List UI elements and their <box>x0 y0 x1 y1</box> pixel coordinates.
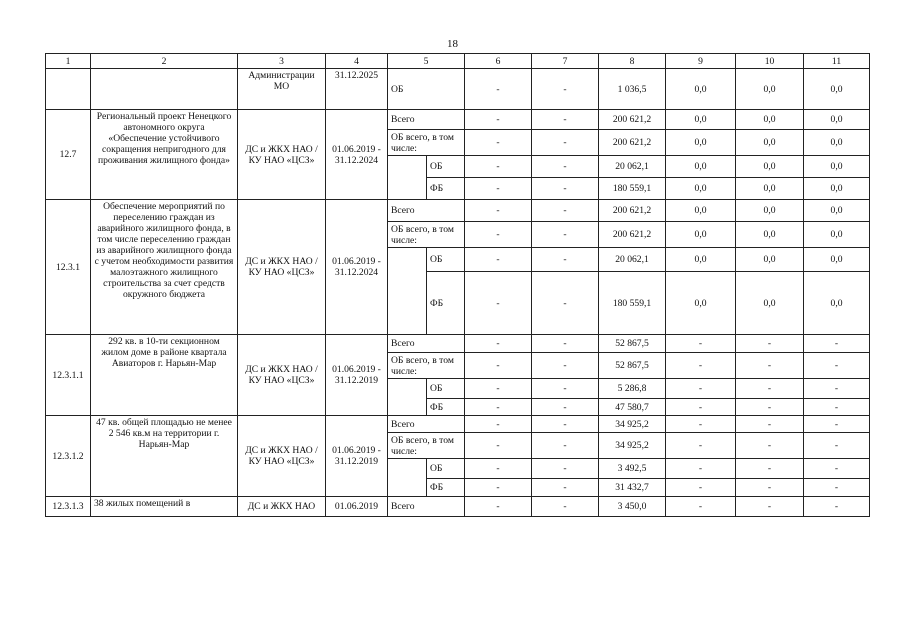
value-cell: - <box>666 433 736 459</box>
value-cell: - <box>532 459 599 479</box>
row-id: 12.3.1.2 <box>46 416 91 497</box>
row-name <box>91 69 238 110</box>
value-cell: 47 580,7 <box>599 399 666 416</box>
row-period: 01.06.2019 <box>326 497 388 517</box>
value-cell: 0,0 <box>666 130 736 156</box>
value-cell: - <box>736 335 804 353</box>
finance-label: ФБ <box>427 479 465 497</box>
table-row <box>46 335 870 353</box>
value-cell: - <box>532 178 599 200</box>
table-row <box>46 497 870 517</box>
value-cell: - <box>804 416 870 433</box>
value-cell: 0,0 <box>666 200 736 222</box>
value-cell: - <box>804 497 870 517</box>
value-cell: 0,0 <box>736 156 804 178</box>
row-period: 01.06.2019 - 31.12.2024 <box>326 110 388 200</box>
value-cell: - <box>736 353 804 379</box>
value-cell: - <box>465 156 532 178</box>
finance-label: ОБ всего, в том числе: <box>388 130 465 156</box>
row-name: 38 жилых помещений в <box>91 497 238 517</box>
row-id <box>46 69 91 110</box>
value-cell: - <box>804 479 870 497</box>
value-cell: 3 492,5 <box>599 459 666 479</box>
spacer-cell <box>388 248 427 335</box>
value-cell: 20 062,1 <box>599 156 666 178</box>
row-name: 47 кв. общей площадью не менее 2 546 кв.м на территории г. Нарьян-Мар <box>91 416 238 497</box>
value-cell: - <box>804 433 870 459</box>
value-cell: 0,0 <box>736 222 804 248</box>
value-cell: - <box>532 497 599 517</box>
finance-label: ОБ всего, в том числе: <box>388 222 465 248</box>
value-cell: 20 062,1 <box>599 248 666 272</box>
finance-label: ФБ <box>427 272 465 335</box>
row-id: 12.3.1.3 <box>46 497 91 517</box>
finance-label: ОБ всего, в том числе: <box>388 353 465 379</box>
finance-label: ОБ <box>427 248 465 272</box>
value-cell: - <box>666 479 736 497</box>
table-row <box>46 69 870 110</box>
row-executor: ДС и ЖКХ НАО / КУ НАО «ЦСЗ» <box>238 200 326 335</box>
value-cell: - <box>465 497 532 517</box>
header-cell: 3 <box>238 54 326 69</box>
value-cell: - <box>804 379 870 399</box>
page-number: 18 <box>447 38 458 50</box>
value-cell: - <box>465 178 532 200</box>
value-cell: 0,0 <box>804 200 870 222</box>
value-cell: 200 621,2 <box>599 200 666 222</box>
value-cell: 0,0 <box>736 272 804 335</box>
value-cell: 180 559,1 <box>599 272 666 335</box>
value-cell: - <box>804 335 870 353</box>
value-cell: - <box>736 497 804 517</box>
finance-label: ФБ <box>427 178 465 200</box>
value-cell: 3 450,0 <box>599 497 666 517</box>
value-cell: - <box>532 379 599 399</box>
table-row <box>46 200 870 222</box>
table-row <box>46 110 870 130</box>
value-cell: - <box>532 335 599 353</box>
value-cell: - <box>736 479 804 497</box>
header-cell: 10 <box>736 54 804 69</box>
finance-label: Всего <box>388 416 465 433</box>
finance-label: Всего <box>388 110 465 130</box>
value-cell: 0,0 <box>666 272 736 335</box>
value-cell: 0,0 <box>666 178 736 200</box>
header-cell: 9 <box>666 54 736 69</box>
value-cell: - <box>532 248 599 272</box>
value-cell: 200 621,2 <box>599 222 666 248</box>
header-cell: 5 <box>388 54 465 69</box>
row-executor: ДС и ЖКХ НАО / КУ НАО «ЦСЗ» <box>238 416 326 497</box>
value-cell: - <box>666 335 736 353</box>
value-cell: - <box>736 416 804 433</box>
header-cell: 8 <box>599 54 666 69</box>
row-period: 31.12.2025 <box>326 69 388 110</box>
value-cell: 0,0 <box>736 69 804 110</box>
value-cell: 0,0 <box>804 272 870 335</box>
value-cell: - <box>465 479 532 497</box>
row-id: 12.7 <box>46 110 91 200</box>
value-cell: - <box>465 399 532 416</box>
value-cell: - <box>465 335 532 353</box>
finance-label: ОБ <box>427 156 465 178</box>
value-cell: - <box>532 479 599 497</box>
finance-label: ОБ <box>388 69 465 110</box>
value-cell: - <box>532 130 599 156</box>
value-cell: - <box>532 69 599 110</box>
header-row <box>46 54 870 69</box>
value-cell: 34 925,2 <box>599 433 666 459</box>
value-cell: - <box>465 433 532 459</box>
value-cell: - <box>532 200 599 222</box>
header-cell: 6 <box>465 54 532 69</box>
value-cell: - <box>465 200 532 222</box>
value-cell: - <box>465 459 532 479</box>
row-executor: ДС и ЖКХ НАО <box>238 497 326 517</box>
value-cell: 0,0 <box>804 69 870 110</box>
finance-label: Всего <box>388 335 465 353</box>
value-cell: - <box>804 353 870 379</box>
value-cell: 0,0 <box>804 110 870 130</box>
spacer-cell <box>388 459 427 497</box>
value-cell: - <box>465 416 532 433</box>
value-cell: - <box>465 248 532 272</box>
value-cell: - <box>465 110 532 130</box>
finance-label: ОБ всего, в том числе: <box>388 433 465 459</box>
value-cell: - <box>465 69 532 110</box>
value-cell: - <box>666 416 736 433</box>
value-cell: 0,0 <box>804 156 870 178</box>
row-executor: ДС и ЖКХ НАО / КУ НАО «ЦСЗ» <box>238 335 326 416</box>
row-name: Региональный проект Ненецкого автономного округа «Обеспечение устойчивого сокращения непригодного для проживания жилищного фонда» <box>91 110 238 200</box>
value-cell: - <box>804 399 870 416</box>
value-cell: 0,0 <box>666 248 736 272</box>
value-cell: - <box>532 222 599 248</box>
value-cell: - <box>532 433 599 459</box>
value-cell: 0,0 <box>666 69 736 110</box>
row-executor: ДС и ЖКХ НАО / КУ НАО «ЦСЗ» <box>238 110 326 200</box>
value-cell: - <box>804 459 870 479</box>
value-cell: 34 925,2 <box>599 416 666 433</box>
value-cell: 0,0 <box>736 200 804 222</box>
finance-label: ОБ <box>427 379 465 399</box>
header-cell: 2 <box>91 54 238 69</box>
value-cell: - <box>532 156 599 178</box>
spacer-cell <box>388 156 427 200</box>
row-period: 01.06.2019 - 31.12.2024 <box>326 200 388 335</box>
row-name: 292 кв. в 10-ти секционном жилом доме в районе квартала Авиаторов г. Нарьян-Мар <box>91 335 238 416</box>
value-cell: 0,0 <box>736 248 804 272</box>
value-cell: 0,0 <box>666 156 736 178</box>
value-cell: - <box>666 353 736 379</box>
value-cell: 0,0 <box>736 178 804 200</box>
spacer-cell <box>388 379 427 416</box>
row-executor: Администрации МО <box>238 69 326 110</box>
row-period: 01.06.2019 - 31.12.2019 <box>326 416 388 497</box>
value-cell: - <box>465 130 532 156</box>
row-id: 12.3.1.1 <box>46 335 91 416</box>
table-row <box>46 416 870 433</box>
value-cell: - <box>666 459 736 479</box>
value-cell: - <box>465 272 532 335</box>
value-cell: 5 286,8 <box>599 379 666 399</box>
value-cell: - <box>666 379 736 399</box>
value-cell: 200 621,2 <box>599 110 666 130</box>
value-cell: - <box>532 416 599 433</box>
value-cell: - <box>666 497 736 517</box>
value-cell: - <box>736 459 804 479</box>
finance-label: ОБ <box>427 459 465 479</box>
row-id: 12.3.1 <box>46 200 91 335</box>
value-cell: - <box>465 222 532 248</box>
value-cell: - <box>532 353 599 379</box>
value-cell: - <box>666 399 736 416</box>
value-cell: 31 432,7 <box>599 479 666 497</box>
value-cell: 52 867,5 <box>599 335 666 353</box>
header-cell: 4 <box>326 54 388 69</box>
value-cell: - <box>532 399 599 416</box>
value-cell: - <box>532 272 599 335</box>
value-cell: 52 867,5 <box>599 353 666 379</box>
value-cell: - <box>532 110 599 130</box>
value-cell: - <box>736 433 804 459</box>
value-cell: 180 559,1 <box>599 178 666 200</box>
value-cell: 0,0 <box>804 130 870 156</box>
value-cell: - <box>736 379 804 399</box>
row-name: Обеспечение мероприятий по переселению граждан из аварийного жилищного фонда, в том числе переселению граждан из аварийного жилищного фонда с учетом необходимости развития малоэтажного жилищного строительства за счет средств окружного бюджета <box>91 200 238 335</box>
header-cell: 1 <box>46 54 91 69</box>
value-cell: - <box>736 399 804 416</box>
finance-label: ФБ <box>427 399 465 416</box>
value-cell: 1 036,5 <box>599 69 666 110</box>
value-cell: - <box>465 379 532 399</box>
finance-label: Всего <box>388 200 465 222</box>
value-cell: 0,0 <box>666 222 736 248</box>
value-cell: 0,0 <box>804 248 870 272</box>
finance-label: Всего <box>388 497 465 517</box>
value-cell: 0,0 <box>736 130 804 156</box>
value-cell: 0,0 <box>736 110 804 130</box>
row-period: 01.06.2019 - 31.12.2019 <box>326 335 388 416</box>
header-cell: 11 <box>804 54 870 69</box>
value-cell: - <box>465 353 532 379</box>
program-table <box>45 53 870 517</box>
value-cell: 200 621,2 <box>599 130 666 156</box>
value-cell: 0,0 <box>804 178 870 200</box>
value-cell: 0,0 <box>804 222 870 248</box>
header-cell: 7 <box>532 54 599 69</box>
value-cell: 0,0 <box>666 110 736 130</box>
